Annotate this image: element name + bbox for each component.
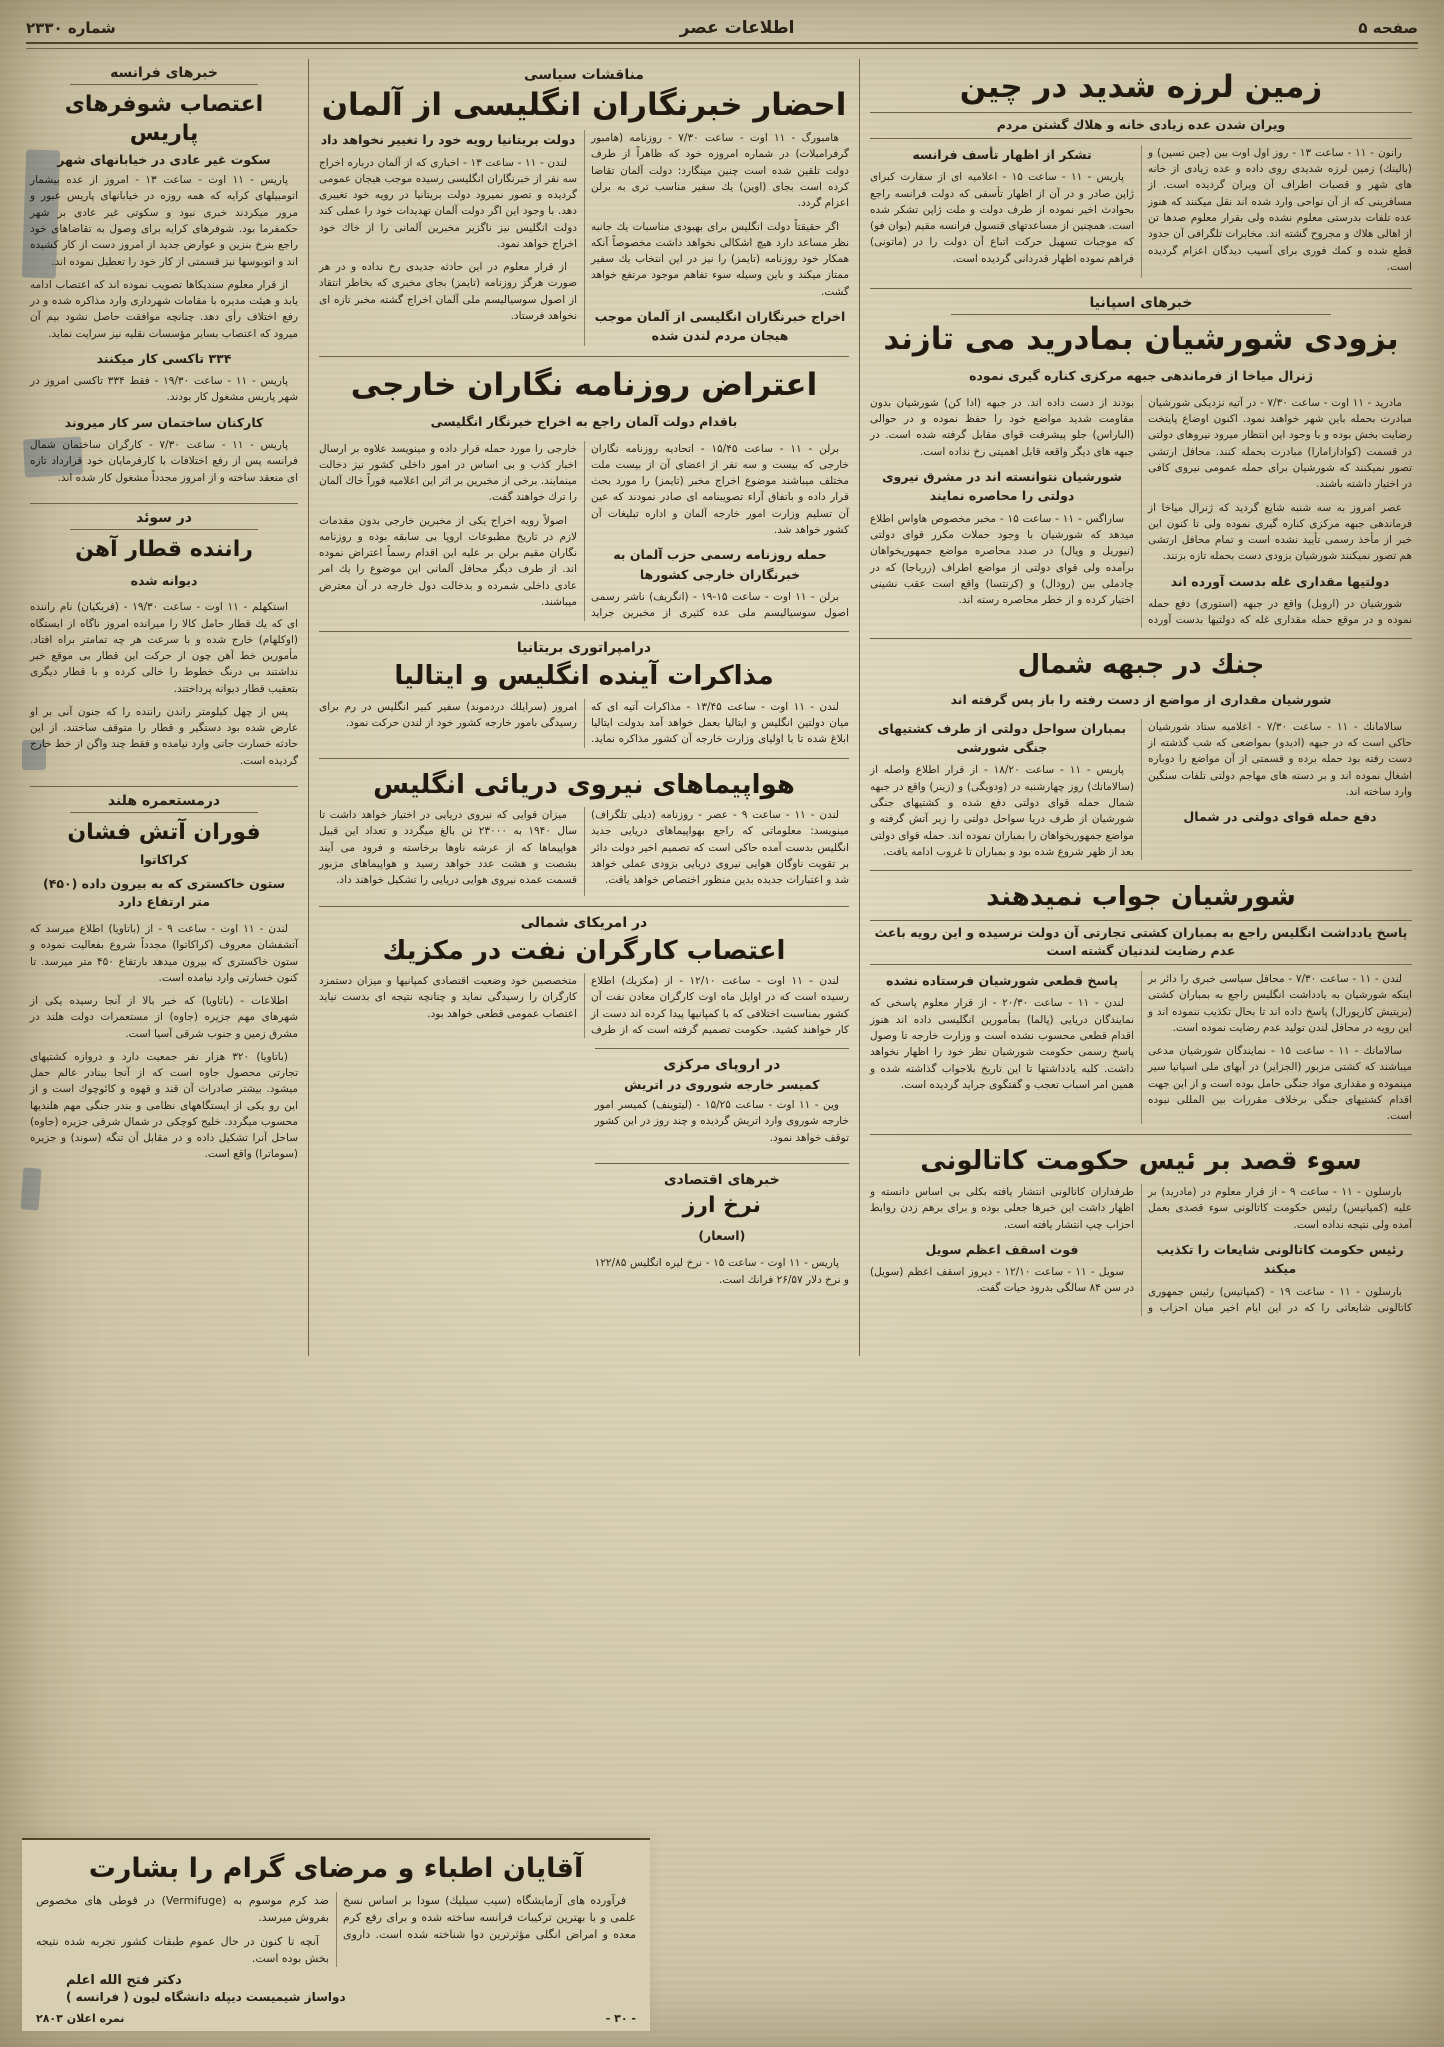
article-subhead: حمله روزنامه رسمی حزب آلمان به خبرنگاران خارجی کشورها	[613, 547, 827, 582]
article-subhead: کارکنان ساختمان سر کار میروند	[64, 414, 264, 430]
blue-pencil-mark	[22, 740, 46, 770]
masthead	[26, 18, 1418, 44]
article-title: احضار خبرنگاران انگلیسی از آلمان	[321, 87, 847, 123]
article-deck: ستون خاکستری که به بیرون داده (۴۵۰) متر ارتفاع دارد	[43, 875, 285, 910]
article-title: جنك در جبهه شمال	[1017, 650, 1265, 681]
newspaper-title: اطلاعات عصر	[679, 18, 795, 38]
section-kicker: درامپراتوری بریتانیا	[516, 640, 652, 657]
article-subhead: بمباران سواحل دولتی از طرف کشتیهای جنگی شورشی	[877, 720, 1127, 756]
page-end-mark: - ۳۰ -	[605, 2012, 636, 2025]
article-paragraph: اگر حقیقتاً دولت انگلیس برای بهبودی مناسبات یك جانبه نظر مساعد دارد هیچ اشکالی نخواهد داشت مخصوصاً آنکه همکار خود روزنامه (تایمز) را نیز در این انتخاب یك سفیر ممتاز میکند و باین وسیله سوء تفاهم موجود مرتفع خواهد گشت.	[591, 220, 849, 298]
article-volcano-eruption	[30, 786, 298, 1180]
article-paragraph: وین - ۱۱ اوت - ساعت ۱۵/۲۵ - (لیتوینف) کمیسر امور خارجه شوروی وارد اتریش گردیده و چند روز در این کشور توقف خواهد نمود.	[594, 1099, 849, 1144]
article-subhead: کمیسر خارجه شوروی در اتریش	[624, 1077, 820, 1093]
article-paragraph: استکهلم - ۱۱ اوت - ساعت ۱۹/۳۰ - (فریکیان) نام راننده ای که یك قطار حامل کالا را میرانده امروز ناگاه از ایستگاه (اوکلهام) خارج شده و با سرعت هر چه تمامتر براه افتاد. مأمورین خط آهن چون از حرکت این قطار بی موقع خبر نداشتند بی درنگ خطوط را خالی کرده و با قطار دیگری بتعقیب قطار دیوانه پرداختند.	[30, 601, 298, 695]
article-paragraph: لندن - ۱۱ اوت - ساعت ۱۲/۱۰ - از (مکزیك) اطلاع رسیده است که در اوایل ماه اوت کارگران معادن نفت آن کشور بمناسبت اختلافی که با کمپانیها پیدا کرده اند دست از کار خواهند کشید. حکومت تصمیم گرفته است که از طرف متخصصین خود وضعیت اقتصادی کمپانیها و میزان دستمزد کارگران را رسیدگی نماید و چنانچه نتیجه ای بدست نیاید اعتصاب عمومی قطعی خواهد بود.	[319, 975, 849, 1036]
article-paragraph: لندن - ۱۱ - ساعت ۱۳ - اخباری که از آلمان درباره اخراج سه نفر از خبرنگاران انگلیسی رسیده موجب هیجان عمومی گردیده و تصور نمیرود دولت بریتانیا در رویه خود تغییری دهد. با وجود این اگر دولت آلمان تهدیدات خود را عملی کند دولت انگلیس نیز ناگزیر مخبرین آلمانی را از خاك خود اخراج خواهد نمود.	[319, 156, 577, 250]
article-paragraph: (باتاویا) ۳۲۰ هزار نفر جمعیت دارد و دروازه کشتیهای تجارتی محصول جاوه است که از آنجا ببنادر عالم حمل میشود. بیشتر صادرات آن قند و قهوه و کائوچوك است و از این رو یکی از ایستگاههای نظامی و بندر جنگی مهم هلندیها محسوب میگردد. خلیج کوچکی در شمال شرقی جزیره (جاوه) ساحل آنرا تشکیل داده و در مقابل آن تنگه (سوند) و جزیره (سوماترا) واقع است.	[30, 1050, 298, 1161]
article-paragraph: عصر امروز به سه شنبه شایع گردید که ژنرال میاخا از فرماندهی جبهه مرکزی کناره گیری نموده ولی تا کنون این خبر از مأخذ رسمی تأیید نشده است و تمام محافل ارتشی هم تصور نمیکنند شورشیان بزودی دست بحمله تازه بزنند.	[1148, 501, 1412, 563]
article-paragraph: سالامانك - ۱۱ - ساعت ۱۵ - نمایندگان شورشیان مدعی میباشند که کشتی مزبور (الجزایر) در آبهای ملی اسپانیا سیر مینموده و مقداری مواد جنگی حامل بوده است و از این جهت اقدام کشتیهای جنگی برخلاف مقررات بین المللی نبوده است.	[1148, 1045, 1412, 1123]
article-title: فوران آتش فشان	[67, 819, 261, 845]
article-title: شورشیان جواب نمیدهند	[986, 882, 1296, 913]
section-kicker: در سوئد	[70, 510, 258, 530]
blue-pencil-mark	[21, 1167, 42, 1210]
article-subhead: شورشیان نتوانسته اند در مشرق نیروی دولتی را محاصره نمایند	[882, 468, 1122, 504]
masthead-rule	[26, 48, 1418, 49]
article-subhead: تشکر از اظهار تأسف فرانسه	[912, 146, 1092, 162]
section-middle	[308, 59, 860, 1356]
article-title: مذاکرات آینده انگلیس و ایتالیا	[394, 661, 774, 692]
article-subhead: دولت بریتانیا رویه خود را تغییر نخواهد داد	[320, 132, 576, 148]
article-paragraph: لندن - ۱۱ - ساعت ۲۰/۳۰ - از قرار معلوم پاسخی که نمایندگان دریایی (پالما) بمأمورین انگلیسی داده اند هنوز اقدام قطعی محسوب نشده است و وزارت خارجه تا وصول پاسخ رسمی حکومت شورشیان نظر خود را اظهار نخواهد داشت. کلیه یادداشتها تا این تاریخ بلاجواب گذاشته شده و همین امر اسباب تعجب و گفتگوی جراید گردیده است.	[870, 997, 1134, 1091]
article-northern-front	[870, 638, 1412, 870]
section-kicker: مناقشات سیاسی	[524, 67, 644, 83]
article-paragraph: لندن - ۱۱ - ساعت ۷/۳۰ - محافل سیاسی خبری را دائر بر اینکه شورشیان به یادداشت انگلیس راجع به بمباران کشتی (بریتیش کارپورال) پاسخ داده اند تا بحال تکذیب ننموده اند و این رویه در محافل لندن تولید عدم رضایت نموده است.	[1148, 973, 1412, 1034]
article-deck: شورشیان مقداری از مواضع از دست رفته را باز پس گرفته اند	[950, 691, 1332, 707]
article-paragraph: از قرار معلوم در این حادثه جدیدی رخ نداده و در هر صورت هرگز روزنامه (تایمز) بجای مخبری که بخاطر انتقاد از اصول سوسیالیسم ملی آلمان اخراج گشته مخبر تازه ای نخواهد فرستاد.	[319, 261, 577, 322]
article-title: اعتراض روزنامه نگاران خارجی	[350, 366, 818, 403]
article-title: نرخ ارز	[682, 1192, 761, 1218]
article-paragraph: پاریس - ۱۱ - ساعت ۱۹/۳۰ - فقط ۳۳۴ تاکسی امروز در شهر پاریس مشغول کار بودند.	[30, 375, 298, 404]
middle-bottom-column	[595, 1048, 849, 1305]
article-madrid-attack	[870, 288, 1412, 639]
page-columns	[22, 59, 1422, 1356]
article-paragraph: پاریس - ۱۱ اوت - ساعت ۱۳ - امروز از عده بیشمار اتومبیلهای کرایه که همه روزه در خیابانهای پاریس عبور و مرور میکردند خبری نبود و سکوتی غیر عادی بر شهر حکمفرما بود. شوفرهای کرایه برای وصول به تقاضاهای خود راجع بنرخ بنزین و عوارض جدید از امروز دست از کار کشیده اند و اتوبوسها نیز قسمتی از کار خود را تعطیل نموده اند.	[30, 174, 298, 268]
article-paragraph: برلن - ۱۱ - ساعت ۱۵/۴۵ - اتحادیه روزنامه نگاران خارجی که بیست و سه نفر از اعضای آن از بیست ملت مختلف میباشند موضوع اخراج مخبر (تایمز) را مورد بحث قرار داده و باتفاق آراء تصویبنامه ای صادر نمودند که عین آن تسلیم وزارت امور خارجه آلمان و اداره تبلیغات آن کشور خواهد شد.	[591, 442, 849, 536]
article-paragraph: برلن - ۱۱ اوت - ساعت ۱۵-۱۹ - (انگریف) ناشر رسمی اصول سوسیالیسم ملی عده کثیری از مخبرین جراید خارجی را مورد حمله قرار داده و مینویسد علاوه بر ارسال اخبار کذب و بی اساس در امور داخلی کشور نیز دخالت مینمایند. برخی از مخبرین بر اثر این اعلامیه فوراً خاك آلمان را ترك خواهند گفت.	[319, 442, 849, 620]
article-paragraph: شورشیان در (اروبل) واقع در جبهه (استوری) دفع حمله نموده و در موقع حمله مقداری غله که دولتیها بدست آورده بودند از دست داده اند. در جبهه (ادا کن) شورشیان بدون مقاومت شدید مواضع خود را حفظ نموده و در حوالی (الباراس) جلو پیشرفت قوای مقابل گرفته شده است. در جبهه های دیگر واقعه قابل اهمیتی رخ نداده است.	[870, 396, 1412, 627]
article-deck: پاسخ یادداشت انگلیس راجع به بمباران کشتی تجارتی آن دولت نرسیده و این رویه باعث عدم رضایت لندنیان گشته است	[870, 920, 1412, 966]
section-right	[860, 59, 1422, 1356]
section-kicker: در اروپای مرکزی	[663, 1057, 781, 1074]
article-subhead: دولتیها مقداری غله بدست آورده اند	[1170, 573, 1390, 589]
article-paragraph: لندن - ۱۱ اوت - ساعت ۹ - از (باتاویا) اطلاع میرسد که آتشفشان معروف (کراکاتوا) مجدداً شروع بفعالیت نموده و ستون خاکستری که بیرون میدهد بارتفاع ۴۵۰ متر میرسد. تا کنون خسارتی وارد نیامده است.	[30, 923, 298, 984]
ad-title: آقایان اطباء و مرضای گرام را بشارت	[88, 1853, 584, 1885]
article-paragraph: اطلاعات - (باتاویا) که خبر بالا از آنجا رسیده یکی از شهرهای مهم جزیره (جاوه) از مستعمرات دولت هلند در مشرق زمین و جنوب شرقی آسیا است.	[30, 995, 298, 1040]
blue-pencil-mark	[23, 437, 83, 478]
article-subhead: ۳۳۴ تاکسی کار میکنند	[96, 350, 232, 366]
section-kicker: خبرهای اسپانیا	[951, 295, 1330, 315]
article-currency-rates	[595, 1163, 849, 1305]
ad-signature-title: دواساز شیمیست دیپله دانشگاه لیون ( فرانسه )	[66, 1990, 346, 2004]
article-title: اعتصاب کارگران نفت در مکزیك	[382, 935, 786, 966]
article-subhead: فوت اسقف اعظم سویل	[925, 1241, 1079, 1257]
section-kicker: در امریکای شمالی	[520, 914, 648, 931]
article-title: بزودی شورشیان بمادرید می تازند	[883, 320, 1399, 357]
ad-paragraph: فرآورده های آزمایشگاه (سیب سیلیك) سودا بر اساس نسخ علمی و با بهترین ترکیبات فرانسه ساخته شده و برای رفع کرم معده و امراض انگلی مؤثرترین دوا شناخته شده است. داروی ضد کرم موسوم به (Vermifuge) در قوطی های مخصوص بفروش میرسد.	[36, 1893, 636, 1941]
article-deck: ژنرال میاخا از فرماندهی جبهه مرکزی کناره گیری نموده	[969, 368, 1313, 384]
article-paragraph: اصولاً رویه اخراج یکی از مخبرین خارجی بدون مقدمات لازم در تاریخ مطبوعات اروپا بی سابقه بوده و روزنامه نگاران مقیم برلن بر علیه این اقدام رسماً اعتراض نموده اند. از طرف دیگر محافل آلمانی این موضوع را یك امر عادی داخلی شمرده و بدخالت دول خارجه در آن معترض میباشند.	[319, 514, 577, 608]
article-paragraph: پاریس - ۱۱ - ساعت ۷/۳۰ - کارگران ساختمان شمال فرانسه پس از رفع اختلافات با کارفرمایان خود قرارداد تازه ای منعقد ساخته و از امروز مجدداً مشغول کار شده اند.	[30, 439, 298, 484]
article-subhead: سکوت غیر عادی در خیابانهای شهر	[57, 152, 271, 168]
article-subhead: پاسخ قطعی شورشیان فرستاده نشده	[885, 973, 1119, 989]
article-title: اعتصاب شوفرهای پاریس	[64, 92, 264, 146]
article-subhead: دفع حمله قوای دولتی در شمال	[1183, 809, 1377, 825]
article-paragraph: پاریس - ۱۱ - ساعت ۱۵ - اعلامیه ای از سفارت کبرای ژاپن صادر و در آن از اظهار تأسفی که دولت فرانسه راجع بحوادث اخیر نموده از طرف دولت و ملت ژاپن تشکر شده است. همچنین از مساعدتهای قنسول فرانسه مقیم (یوان فو) که موجبات تسهیل حرکت اتباع آن دولت را در (ماتونی) فراهم نموده اظهار قدردانی گردیده است.	[870, 171, 1134, 265]
article-deck: ویران شدن عده زیادی خانه و هلاك گشتن مردم	[870, 112, 1412, 139]
article-title: سوء قصد بر ئیس حکومت کاتالونی	[920, 1146, 1362, 1177]
article-mexico-oil-strike	[319, 906, 849, 1049]
ad-signature-name: دکتر فتح الله اعلم	[66, 1973, 182, 1988]
article-deck: باقدام دولت آلمان راجع به اخراج خبرنگار انگلیسی	[430, 413, 738, 429]
article-paragraph: بارسلون - ۱۱ - ساعت ۹ - از قرار معلوم در (مادرید) بر علیه (کمپانیس) رئیس حکومت کاتالونی سوء قصدی بعمل آمده ولی نتیجه نداده است.	[1148, 1185, 1412, 1231]
article-title: زمین لرزه شدید در چین	[959, 69, 1323, 105]
article-foreign-journalists-protest	[319, 356, 849, 632]
article-paragraph: مادرید - ۱۱ اوت - ساعت ۷/۳۰ - در آتیه نزدیکی شورشیان مبادرت بحمله باین شهر خواهند نمود. اکنون اوضاع پایتخت رضایت بخش بوده و با وجود این انتظار میرود نیروهای دولتی در قسمت (کوادارامارا) مبادرت بحمله کنند. محافل ارتشی تصور نمیکنند که شورشیان برای حمله عمومی نیروی کافی در اختیار داشته باشند.	[1148, 396, 1412, 491]
article-paragraph: پاریس - ۱۱ اوت - ساعت ۱۵ - نرخ لیره انگلیس ۱۲۲/۸۵ و نرخ دلار ۲۶/۵۷ فرانك است.	[594, 1257, 849, 1286]
issue-number-label: شماره ۲۳۳۰	[26, 19, 116, 37]
article-paragraph: میزان قوایی که نیروی دریایی در اختیار خواهد داشت تا سال ۱۹۴۰ به ۲۳۰۰۰ تن بالغ میگردد و تعداد این قبیل هواپیماها که از عرشه ناوها برخاسته و فرود می آیند بشصت و هشت عدد خواهد رسید و هواپیماهای مزبور قسمت عمده نیروی هوایی دریایی را تشکیل خواهند داد.	[319, 809, 577, 887]
ad-number: نمره اعلان ۲۸۰۳	[36, 2012, 125, 2025]
blue-pencil-mark	[22, 149, 60, 278]
article-paragraph: ساراگس - ۱۱ - ساعت ۱۵ - مخبر مخصوص هاواس اطلاع میدهد که شورشیان با وجود حملات مکرر قوای دولتی (نیوریل و ویال) در صدد محاصره مواضع جمهوریخواهان برآمده ولی قوای دولتی از مواضع اطراف (زرباجا) که در چادملی بین (رودال) و (کرنتسا) واقع است عقب نشینی اختیار کرده و از خطر محاصره رسته اند.	[870, 512, 1134, 607]
article-subhead: اخراج خبرنگاران انگلیسی از آلمان موجب هیجان مردم لندن شده	[594, 308, 846, 344]
article-uk-italy-negotiations	[319, 631, 849, 757]
article-paragraph: رانون - ۱۱ - ساعت ۱۳ - روز اول اوت بین (چین تسین) و (بالینك) زمین لرزه شدیدی روی داده و عده زیادی از خانه های شهر و قصبات اطراف آن ویران گردیده است. از مسافرینی که از آن نواحی وارد شده اند نقل میکنند که هنوز عده تلفات بدرستی معلوم نشده ولی بقرار معلوم صدها تن از اهالی هلاك و مجروح گشته اند. مخابرات تلگرافی آن حدود قطع شده و کمك فوری برای آسیب دیدگان اعزام گردیده است.	[1148, 146, 1412, 273]
section-kicker: درمستعمره هلند	[70, 793, 258, 813]
article-british-journalists-germany	[319, 59, 849, 356]
article-subhead: کراکاتوا	[139, 851, 189, 867]
article-paragraph: پس از چهل کیلومتر راندن راننده را که جنون آنی بر او عارض شده بود دستگیر و قطار را متوقف ساختند. از این حادثه خسارت جانی وارد نیامده و فقط چند واگن از خط خارج گردیده است.	[30, 705, 298, 767]
article-deck: (اسعار)	[698, 1228, 746, 1244]
article-paragraph: لندن - ۱۱ - ساعت ۹ - عصر - روزنامه (دیلی تلگراف) مینویسد: معلوماتی که راجع بهواپیماهای دریایی جدید انگلیس بدست آمده حاکی است که تصمیم اخیر دولت دائر بر تقویت ناوگان هوایی نیروی دریایی بزودی عملی خواهد شد و اعتبارات جدیده بدین منظور اختصاص خواهد یافت.	[591, 809, 849, 887]
section-kicker: خبرهای اقتصادی	[663, 1171, 780, 1188]
page-number-label: صفحه ۵	[1358, 19, 1418, 37]
article-subhead: رئیس حکومت کاتالونی شایعات را تکذیب میکند	[1156, 1241, 1404, 1277]
article-paragraph: لندن - ۱۱ اوت - ساعت ۱۳/۴۵ - مذاکرات آتیه ای که میان دولتین انگلیس و ایتالیا بعمل خواهد آمد بدولت ایتالیا ابلاغ شده تا با اولیای وزارت خارجه آن کشور مذاکره نماید. امروز (سرایلك دردموند) سفیر کبیر انگلیس در رم برای رسیدگی بامور خارجه کشور خود از لندن حرکت نمود.	[319, 700, 849, 746]
article-mad-train-driver	[30, 503, 298, 786]
article-navy-airplanes	[319, 758, 849, 906]
article-paragraph: از قرار معلوم سندیکاها تصویب نموده اند که اعتصاب ادامه یابد و هیئت مدیره با مقامات شهرداری وارد مذاکره شده و در رفع اختلاف رأی دهد. چنانچه موافقت حاصل نشود بیم آن میرود که اعتصاب بسایر مؤسسات نقلیه نیز سرایت نماید.	[30, 278, 298, 340]
article-central-europe	[595, 1048, 849, 1163]
article-china-earthquake	[870, 59, 1412, 288]
article-title: هواپیماهای نیروی دریائی انگلیس	[373, 769, 795, 800]
article-paragraph: پاریس - ۱۱ - ساعت ۱۸/۲۰ - از قرار اطلاع واصله از (سالامانك) روز چهارشنبه در (ودویگی) و (زینر) واقع در جبهه شمال حمله قوای دولتی دفع شده و کشتیهای جنگی شورشیان از طرف دریا سواحل دولتی را زیر آتش گرفته و مواضع جمهوریخواهان را بمباران نموده اند. حمله قوای دولتی بعد از ظهر شروع شده بود و بمباران تا غروب ادامه یافت.	[870, 764, 1134, 858]
article-paragraph: سویل - ۱۱ - ساعت ۱۲/۱۰ - دیروز اسقف اعظم (سویل) در سن ۸۴ سالگی بدرود حیات گفت.	[870, 1266, 1134, 1295]
ad-paragraph: آنچه تا کنون در حال عموم طبقات کشور تجربه شده نتیجه بخش بوده است.	[36, 1934, 329, 1965]
article-paragraph: هامبورگ - ۱۱ اوت - ساعت ۷/۳۰ - روزنامه (هامبور گرفرامبلات) در شماره امروزه خود که ظاهراً از طرف دولت تلقین شده است چنین مینگارد: دولت آلمان تقاضا کرده است بجای (اوین) یك سفیر مناسب تری به برلن اعزام گردد.	[591, 132, 849, 210]
article-paragraph: سالامانك - ۱۱ - ساعت ۷/۳۰ - اعلامیه ستاد شورشیان حاکی است که در جبهه (ادیدو) بمواضعی که شب گذشته از دست رفته بود حمله برده و قسمتی از آن مواضع را دوباره اشغال نموده اند و بر دسته های مهاجم دولتی تلفات سنگین وارد ساخته اند.	[1148, 720, 1412, 798]
article-title: راننده قطار آهن	[75, 536, 253, 562]
article-paragraph: بارسلون - ۱۱ - ساعت ۱۹ - (کمپانیس) رئیس جمهوری کاتالونی شایعاتی را که در این ایام اخیر میان احزاب و طرفداران کاتالونی انتشار یافته بکلی بی اساس دانسته و اظهار داشت این خبرها جعلی بوده و برای برهم زدن روابط احزاب چپ انتشار یافته است.	[870, 1185, 1412, 1314]
section-left	[20, 59, 308, 1356]
article-catalonia-assassination	[870, 1134, 1412, 1326]
advertisement-box	[22, 1838, 650, 2031]
section-kicker: خبرهای فرانسه	[70, 65, 258, 85]
article-deck: دیوانه شده	[130, 572, 198, 588]
article-rebels-no-answer	[870, 870, 1412, 1134]
